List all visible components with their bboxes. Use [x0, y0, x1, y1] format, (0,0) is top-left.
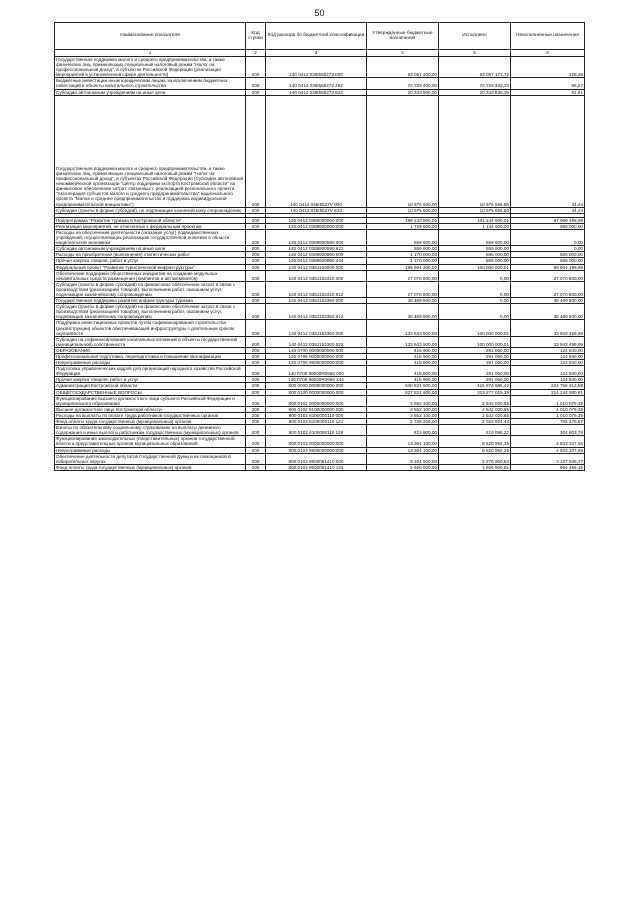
table-row — [55, 270, 585, 281]
row-executed: 291 060,00 — [439, 347, 511, 353]
row-approved: 640 631 600,00 — [367, 383, 439, 389]
row-name: Фонд оплаты труда государственных (муниципальных) органов — [55, 419, 246, 425]
row-executed: 100 000 000,01 — [439, 264, 511, 270]
row-unexecuted: 224 756 913,58 — [511, 383, 585, 389]
row-name: Бюджетные инвестиции иным юридическим лицам, за исключением бюджетных инвестиций в объекты капитального строительства — [55, 78, 246, 89]
row-approved: 35 489 900,00 — [367, 304, 439, 320]
row-approved: 415 900,00 — [367, 354, 439, 360]
row-name: Субсидии автономным учреждениям на иные цели — [55, 246, 246, 252]
row-unexecuted: 2 127 549,37 — [511, 453, 585, 464]
row-unexecuted: 128,28 — [511, 57, 585, 78]
row-line-code: 200 — [246, 336, 266, 347]
row-unexecuted: 1 010 079,35 — [511, 395, 585, 406]
row-executed: 72 733 333,33 — [439, 78, 511, 89]
row-name: ОБЩЕГОСУДАРСТВЕННЫЕ ВОПРОСЫ — [55, 389, 246, 395]
table-row — [55, 264, 585, 270]
row-approved: 415 900,00 — [367, 366, 439, 377]
column-number: 4 — [367, 50, 439, 57]
column-number-row — [55, 50, 585, 57]
row-unexecuted: 4 843 107,65 — [511, 436, 585, 447]
row-budget-code: 800 0100 0000000000 000 — [266, 389, 367, 395]
row-name: Поддержка инвестиционных проектов путем софинансирования строительства (реконструкции) объектов обеспечивающей инфраструктуры с длительным сроком окупаемости — [55, 320, 246, 336]
row-line-code: 200 — [246, 412, 266, 418]
row-name: Администрация Костромской области — [55, 383, 246, 389]
row-executed: 0,00 — [439, 298, 511, 304]
table-row — [55, 252, 585, 258]
row-line-code: 200 — [246, 57, 266, 78]
row-line-code: 200 — [246, 406, 266, 412]
row-approved: 133 943 500,00 — [367, 320, 439, 336]
row-approved: 415 900,00 — [367, 377, 439, 383]
row-budget-code: 800 0103 9900051410 121 — [266, 464, 367, 470]
table-row — [55, 366, 585, 377]
row-name: Обеспечение деятельности депутатов Государственной Думы и их помощников в избирательных округах — [55, 453, 246, 464]
table-row — [55, 281, 585, 297]
row-approved: 527 521 600,00 — [367, 389, 439, 395]
table-row — [55, 412, 585, 418]
row-line-code: 200 — [246, 395, 266, 406]
row-executed: 291 060,00 — [439, 360, 511, 366]
row-approved: 1 729 600,00 — [367, 223, 439, 229]
row-executed: 2 542 020,65 — [439, 395, 511, 406]
row-approved: 823 900,00 — [367, 425, 439, 436]
row-name: Расходы на обеспечение деятельности (оказание услуг) подведомственных учреждений, осуществляющих реализацию государственной политики в области национальной экономики — [55, 229, 246, 245]
row-executed: 0,00 — [439, 281, 511, 297]
table-row — [55, 406, 585, 412]
row-approved: 5 104 500,00 — [367, 453, 439, 464]
row-approved: 1 170 000,00 — [367, 252, 439, 258]
row-unexecuted: 585 000,00 — [511, 258, 585, 264]
row-budget-code: 140 0412 038J100000 000 — [266, 264, 367, 270]
row-executed: 585 000,00 — [439, 258, 511, 264]
table-row — [55, 229, 585, 245]
row-line-code: 200 — [246, 347, 266, 353]
row-unexecuted: 35 489 900,00 — [511, 304, 585, 320]
row-line-code: 200 — [246, 229, 266, 245]
row-name: Обеспечение поддержки общественных инициатив на создание модульных некапитальных средств размещения (кемпингов и автокемпингов) — [55, 270, 246, 281]
row-name: Подготовка управленческих кадров для организаций народного хозяйства Российской Федерации — [55, 366, 246, 377]
row-line-code: 200 — [246, 281, 266, 297]
row-line-code: 200 — [246, 246, 266, 252]
row-unexecuted: 124 840,00 — [511, 377, 585, 383]
row-executed: 291 060,00 — [439, 366, 511, 377]
row-unexecuted: 1 010 079,35 — [511, 406, 585, 412]
row-budget-code: 140 0412 036I5527V 633 — [266, 207, 367, 213]
row-unexecuted: 33 943 499,99 — [511, 336, 585, 347]
header-executed: Исполнено — [439, 23, 511, 50]
row-name: Прочая закупка товаров, работ и услуг — [55, 258, 246, 264]
row-approved: 559 600,00 — [367, 246, 439, 252]
row-unexecuted: 35 489 900,00 — [511, 298, 585, 304]
row-unexecuted: 0,00 — [511, 246, 585, 252]
row-approved: 415 900,00 — [367, 347, 439, 353]
row-executed: 10 975 555,56 — [439, 95, 511, 207]
row-unexecuted: 124 840,00 — [511, 354, 585, 360]
table-row — [55, 453, 585, 464]
row-approved: 10 975 600,00 — [367, 207, 439, 213]
table-row — [55, 223, 585, 229]
row-executed: 1 925 500,81 — [439, 464, 511, 470]
row-name: Расходы на выплаты по оплате труда работников государственных органов — [55, 412, 246, 418]
row-approved: 2 920 000,00 — [367, 464, 439, 470]
table-row — [55, 89, 585, 95]
row-name: Высшее должностное лицо Костромской области — [55, 406, 246, 412]
row-executed: 100 000 000,01 — [439, 320, 511, 336]
header-approved: Утвержденные бюджетные назначения — [367, 23, 439, 50]
row-name: Государственная поддержка малого и среднего предпринимательства, а также физических лиц, применяющих специальный налоговый режим "Налог на профессиональный доход", в субъектах Российской Федерации (реализация мероприятий в установленной сфере деятельности) — [55, 57, 246, 78]
row-budget-code: 140 0412 036I555272 000 — [266, 57, 367, 78]
row-budget-code: 140 0412 038J153360 000 — [266, 320, 367, 336]
row-budget-code: 800 0103 0000000000 000 — [266, 436, 367, 447]
row-approved: 196 504 200,00 — [367, 264, 439, 270]
table-row — [55, 298, 585, 304]
row-name: Непрограммные расходы — [55, 360, 246, 366]
table-row — [55, 304, 585, 320]
row-approved: 13 364 100,00 — [367, 447, 439, 453]
row-approved: 3 552 100,00 — [367, 395, 439, 406]
header-name: Наименование показателя — [55, 23, 246, 50]
budget-execution-table — [54, 22, 585, 471]
row-approved: 10 975 600,00 — [367, 95, 439, 207]
row-executed: 2 542 020,65 — [439, 406, 511, 412]
row-line-code: 200 — [246, 425, 266, 436]
row-approved: 3 552 100,00 — [367, 412, 439, 418]
table-row — [55, 336, 585, 347]
row-budget-code: 140 0700 0000000000 000 — [266, 347, 367, 353]
row-line-code: 200 — [246, 383, 266, 389]
row-line-code: 200 — [246, 453, 266, 464]
table-row — [55, 246, 585, 252]
header-row — [55, 23, 585, 50]
row-name: Субсидии на софинансирование капитальных вложений в объекты государственной (муниципальной) собственности — [55, 336, 246, 347]
row-executed: 10 975 555,56 — [439, 207, 511, 213]
row-line-code: 200 — [246, 419, 266, 425]
row-approved: 20 333 900,00 — [367, 89, 439, 95]
row-executed: 2 542 020,65 — [439, 412, 511, 418]
row-budget-code: 800 0102 6100000000 000 — [266, 406, 367, 412]
row-unexecuted: 97 089 199,99 — [511, 217, 585, 223]
row-executed: 101 144 600,01 — [439, 217, 511, 223]
row-line-code: 200 — [246, 447, 266, 453]
row-line-code: 200 — [246, 252, 266, 258]
table-row — [55, 377, 585, 383]
row-approved: 27 070 800,00 — [367, 281, 439, 297]
row-name: Непрограммные расходы — [55, 447, 246, 453]
row-budget-code: 140 0412 038J153350 812 — [266, 304, 367, 320]
row-budget-code: 140 0705 0000000000 000 — [266, 354, 367, 360]
row-unexecuted: 96 504 199,99 — [511, 264, 585, 270]
row-executed: 8 520 992,35 — [439, 436, 511, 447]
row-line-code: 200 — [246, 377, 266, 383]
table-row — [55, 207, 585, 213]
table-row — [55, 464, 585, 470]
row-unexecuted: 124 840,00 — [511, 366, 585, 377]
row-name: Фонд оплаты труда государственных (муниципальных) органов — [55, 464, 246, 470]
row-name: Функционирование высшего должностного лица субъекта Российской Федерации и муниципального образования — [55, 395, 246, 406]
row-budget-code: 800 0103 9900051410 000 — [266, 453, 367, 464]
row-unexecuted: 66,67 — [511, 78, 585, 89]
column-number: 1 — [55, 50, 246, 57]
row-name: Субсидии (гранты в форме субсидий) на финансовое обеспечение затрат в связи с производством (реализацией товаров), выполнением работ, оказанием услуг, подлежащие казначейскому сопровождению — [55, 281, 246, 297]
row-line-code: 200 — [246, 304, 266, 320]
table-row — [55, 389, 585, 395]
row-budget-code: 800 0102 6100000110 129 — [266, 425, 367, 436]
table-row — [55, 57, 585, 78]
row-approved: 1 170 000,00 — [367, 258, 439, 264]
row-line-code: 200 — [246, 264, 266, 270]
row-name: Государственная поддержка малого и среднего предпринимательства, а также физических лиц, применяющих специальный налоговый режим "Налог на профессиональный доход", в субъектах Российской Федерации (Субсидия автономной некоммерческой организации "Центр поддержки экспорта Костромской области" на финансовое обеспечение затрат, связанных с реализацией регионального проекта "Акселерация субъектов малого и среднего предпринимательства" национального проекта "Малое и среднее предпринимательство и поддержка индивидуальной предпринимательской инициативы") — [55, 95, 246, 207]
table-row — [55, 383, 585, 389]
row-unexecuted: 0,00 — [511, 229, 585, 245]
row-budget-code: 140 0412 0389900000 000 — [266, 223, 367, 229]
row-executed: 291 060,00 — [439, 377, 511, 383]
row-approved: 3 552 100,00 — [367, 406, 439, 412]
row-line-code: 200 — [246, 389, 266, 395]
row-budget-code: 140 0412 036I555272 622 — [266, 89, 367, 95]
row-executed: 291 060,00 — [439, 354, 511, 360]
row-executed: 585 000,00 — [439, 252, 511, 258]
row-unexecuted: 705 275,57 — [511, 419, 585, 425]
row-approved: 35 489 900,00 — [367, 298, 439, 304]
row-name: Субсидии автономным учреждениям на иные цели — [55, 89, 246, 95]
row-unexecuted: 124 840,00 — [511, 347, 585, 353]
row-budget-code: 140 0412 0389920860 244 — [266, 258, 367, 264]
row-unexecuted: 4 843 107,65 — [511, 447, 585, 453]
row-line-code: 200 — [246, 207, 266, 213]
row-budget-code: 800 0000 0000000000 000 — [266, 383, 367, 389]
row-budget-code: 800 0103 9900000000 000 — [266, 447, 367, 453]
table-row — [55, 354, 585, 360]
row-budget-code: 800 0102 6100000110 000 — [266, 412, 367, 418]
row-line-code: 200 — [246, 270, 266, 281]
row-executed: 415 874 686,42 — [439, 383, 511, 389]
header-budget-code: Код расхода по бюджетной классификации — [266, 23, 367, 50]
table-row — [55, 419, 585, 425]
row-executed: 2 976 950,63 — [439, 453, 511, 464]
row-name: Профессиональная подготовка, переподготовка и повышение квалификации — [55, 354, 246, 360]
table-row — [55, 95, 585, 207]
row-budget-code: 140 0412 038J153350 000 — [266, 298, 367, 304]
row-line-code: 200 — [246, 320, 266, 336]
row-line-code: 200 — [246, 223, 266, 229]
row-name: Реализация мероприятий, не отнесенных к федеральным проектам — [55, 223, 246, 229]
row-approved: 559 600,00 — [367, 229, 439, 245]
row-name: Прочая закупка товаров, работ и услуг — [55, 377, 246, 383]
row-unexecuted: 1 010 079,35 — [511, 412, 585, 418]
table-row — [55, 78, 585, 89]
row-executed: 1 144 600,00 — [439, 223, 511, 229]
row-budget-code: 140 0705 99000R0660 000 — [266, 366, 367, 377]
row-budget-code: 140 0412 0380000000 000 — [266, 217, 367, 223]
row-executed: 8 520 992,35 — [439, 447, 511, 453]
header-unexecuted: Неисполненные назначения — [511, 23, 585, 50]
row-line-code: 200 — [246, 258, 266, 264]
row-budget-code: 140 0412 0389900590 622 — [266, 246, 367, 252]
table-body — [55, 57, 585, 471]
column-number: 2 — [246, 50, 266, 57]
row-line-code: 200 — [246, 95, 266, 207]
row-line-code: 200 — [246, 354, 266, 360]
row-budget-code: 140 0412 0389900590 000 — [266, 229, 367, 245]
row-unexecuted: 304 803,78 — [511, 425, 585, 436]
row-name: Федеральный проект "Развитие туристической инфраструктуры" — [55, 264, 246, 270]
row-budget-code: 140 0412 038J153360 522 — [266, 336, 367, 347]
row-unexecuted: 33 943 499,99 — [511, 320, 585, 336]
row-budget-code: 140 0412 038J153310 812 — [266, 281, 367, 297]
row-executed: 559 600,00 — [439, 229, 511, 245]
header-line-code: Код строки — [246, 23, 266, 50]
row-line-code: 200 — [246, 89, 266, 95]
row-unexecuted: 27 070 800,00 — [511, 281, 585, 297]
row-approved: 415 900,00 — [367, 360, 439, 366]
row-unexecuted: 44,44 — [511, 207, 585, 213]
row-unexecuted: 214 244 580,61 — [511, 389, 585, 395]
row-line-code: 200 — [246, 217, 266, 223]
table-row — [55, 425, 585, 436]
page-number: 50 — [314, 8, 325, 18]
row-line-code: 200 — [246, 360, 266, 366]
row-name: Государственная поддержка развития инфраструктуры туризма — [55, 298, 246, 304]
row-budget-code: 800 0102 0000000000 000 — [266, 395, 367, 406]
column-number: 6 — [511, 50, 585, 57]
table-row — [55, 258, 585, 264]
row-unexecuted: 585 000,00 — [511, 252, 585, 258]
row-line-code: 200 — [246, 298, 266, 304]
row-approved: 93 067 300,00 — [367, 57, 439, 78]
row-line-code: 200 — [246, 78, 266, 89]
row-approved: 27 070 800,00 — [367, 270, 439, 281]
row-budget-code: 800 0102 6100000110 121 — [266, 419, 367, 425]
row-name: Функционирование законодательных (представительных) органов государственной власти и представительных органов муниципальных образований — [55, 436, 246, 447]
row-executed: 313 277 019,39 — [439, 389, 511, 395]
row-name: Субсидии (гранты в форме субсидий), не подлежащие казначейскому сопровождению — [55, 207, 246, 213]
column-number: 5 — [439, 50, 511, 57]
row-unexecuted: 585 000,00 — [511, 223, 585, 229]
row-budget-code: 140 0412 036I5527V 000 — [266, 95, 367, 207]
row-budget-code: 140 0412 036I555272 452 — [266, 78, 367, 89]
row-name: Подпрограмма "Развитие туризма в Костромской области" — [55, 217, 246, 223]
row-executed: 100 000 000,01 — [439, 336, 511, 347]
row-executed: 559 600,00 — [439, 246, 511, 252]
row-budget-code: 140 0705 99000R0660 244 — [266, 377, 367, 383]
row-executed: 20 333 838,39 — [439, 89, 511, 95]
row-name: ОБРАЗОВАНИЕ — [55, 347, 246, 353]
row-name: Расходы на приобретение (выполнение) статистических работ — [55, 252, 246, 258]
table-row — [55, 436, 585, 447]
row-budget-code: 140 0705 9900000000 000 — [266, 360, 367, 366]
row-name: Субсидии (гранты в форме субсидий) на финансовое обеспечение затрат в связи с производством (реализацией товаров), выполнением работ, оказанием услуг, подлежащие казначейскому сопровождению — [55, 304, 246, 320]
row-budget-code: 140 0412 038J153310 000 — [266, 270, 367, 281]
row-executed: 519 096,22 — [439, 425, 511, 436]
row-approved: 13 364 100,00 — [367, 436, 439, 447]
row-unexecuted: 994 499,19 — [511, 464, 585, 470]
row-line-code: 200 — [246, 436, 266, 447]
row-unexecuted: 124 840,00 — [511, 360, 585, 366]
table-row — [55, 217, 585, 223]
row-executed: 0,00 — [439, 270, 511, 281]
row-executed: 2 022 924,43 — [439, 419, 511, 425]
row-name: Взносы по обязательному социальному страхованию на выплаты денежного содержания и иные выплаты работникам государственных (муниципальных) органов — [55, 425, 246, 436]
row-executed: 93 067 171,72 — [439, 57, 511, 78]
row-approved: 198 233 800,00 — [367, 217, 439, 223]
row-approved: 72 733 400,00 — [367, 78, 439, 89]
row-unexecuted: 44,44 — [511, 95, 585, 207]
row-approved: 2 728 200,00 — [367, 419, 439, 425]
row-executed: 0,00 — [439, 304, 511, 320]
column-number: 3 — [266, 50, 367, 57]
row-budget-code: 140 0412 0389920860 000 — [266, 252, 367, 258]
row-unexecuted: 27 070 800,00 — [511, 270, 585, 281]
table-row — [55, 395, 585, 406]
row-line-code: 200 — [246, 366, 266, 377]
table-row — [55, 320, 585, 336]
row-line-code: 200 — [246, 464, 266, 470]
row-unexecuted: 61,61 — [511, 89, 585, 95]
row-approved: 133 943 500,00 — [367, 336, 439, 347]
